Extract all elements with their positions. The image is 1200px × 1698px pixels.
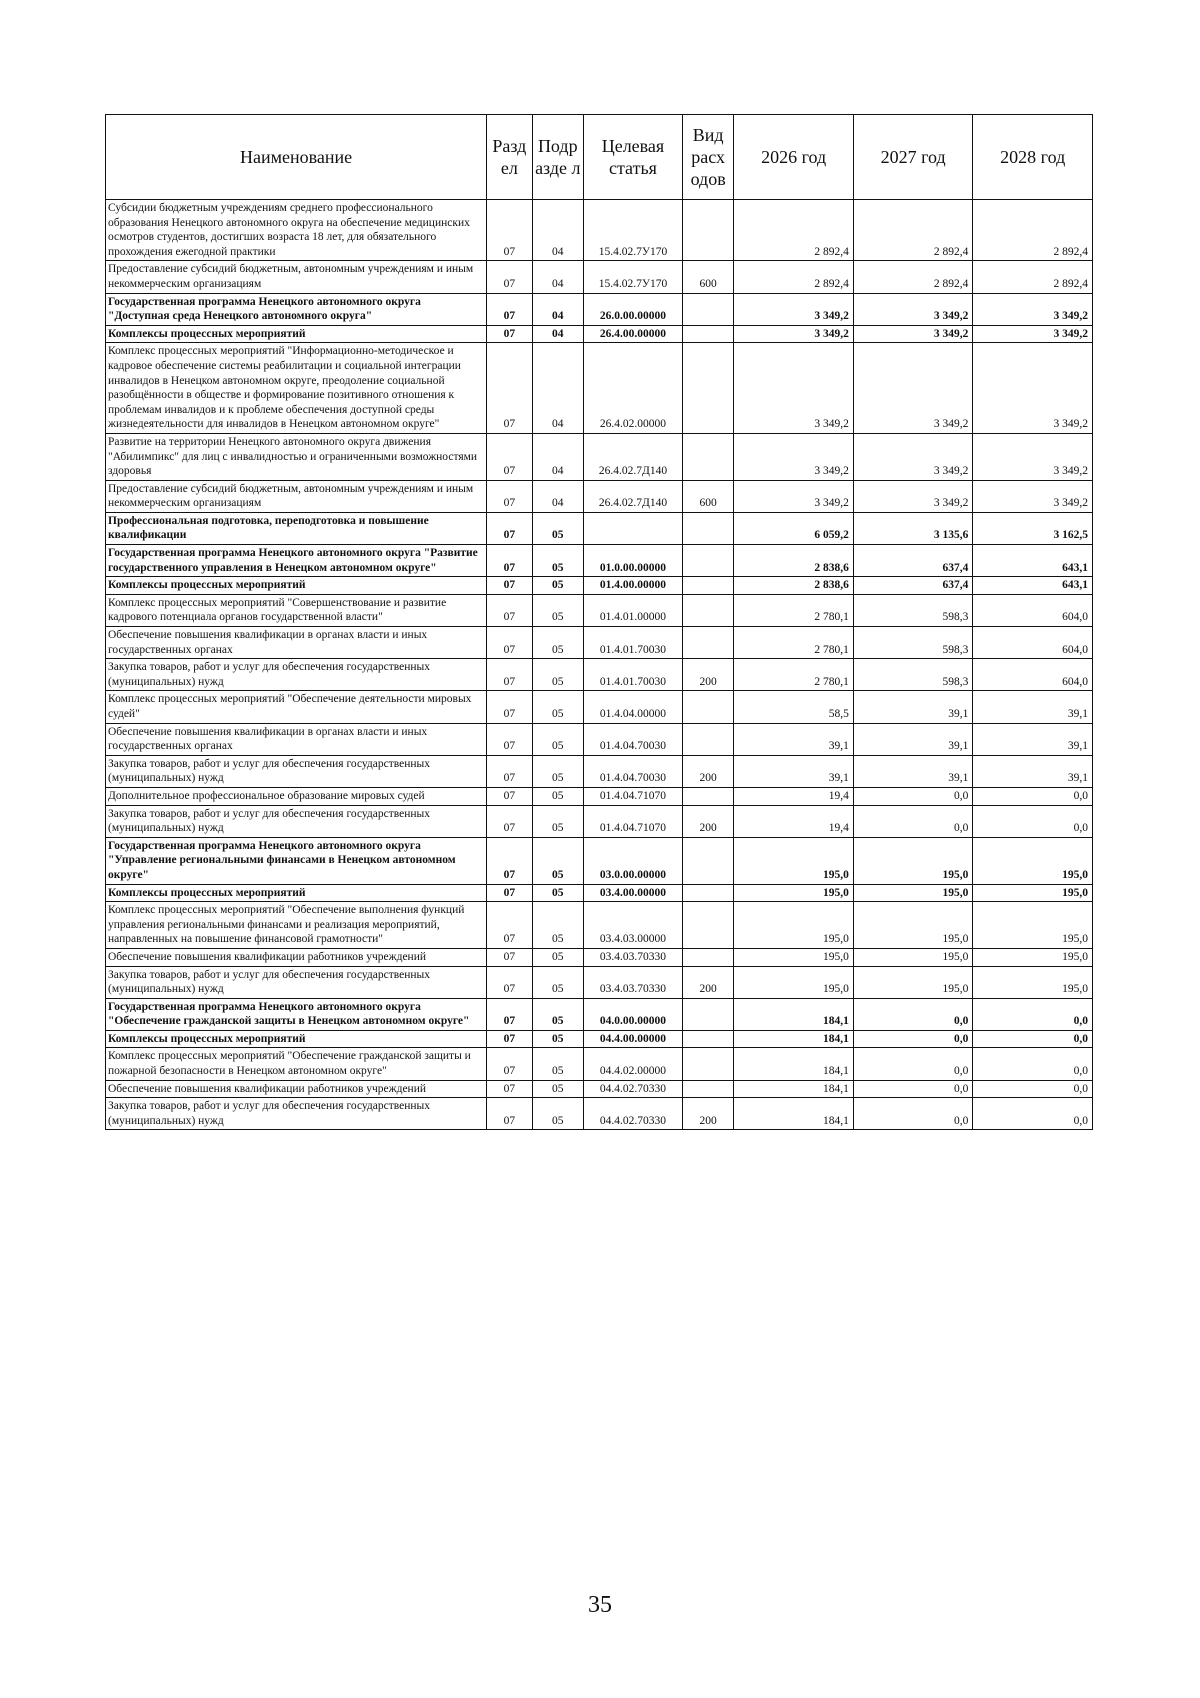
cell-name: Комплексы процессных мероприятий	[106, 884, 487, 902]
cell-subsection: 04	[532, 325, 584, 343]
table-row	[106, 884, 1093, 902]
cell-section: 07	[487, 325, 532, 343]
cell-section: 07	[487, 805, 532, 837]
cell-2027: 3 349,2	[853, 480, 973, 512]
cell-2027: 637,4	[853, 545, 973, 577]
cell-target	[584, 512, 683, 544]
cell-section: 07	[487, 1098, 532, 1130]
cell-subsection: 04	[532, 200, 584, 261]
cell-2027: 0,0	[853, 805, 973, 837]
cell-2028: 3 349,2	[973, 325, 1093, 343]
cell-target: 04.4.00.00000	[584, 1030, 683, 1048]
cell-name: Обеспечение повышения квалификации в органах власти и иных государственных органах	[106, 723, 487, 755]
cell-subsection: 05	[532, 884, 584, 902]
cell-expense-type	[682, 594, 734, 626]
cell-2027: 195,0	[853, 837, 973, 884]
cell-2028: 195,0	[973, 884, 1093, 902]
table-body	[106, 200, 1093, 1130]
cell-section: 07	[487, 293, 532, 325]
page-number: 35	[588, 1592, 612, 1618]
cell-expense-type: 600	[682, 261, 734, 293]
cell-expense-type: 200	[682, 966, 734, 998]
cell-target: 26.4.02.7Д140	[584, 433, 683, 480]
cell-2027: 3 135,6	[853, 512, 973, 544]
cell-2027: 3 349,2	[853, 325, 973, 343]
cell-target: 26.4.00.00000	[584, 325, 683, 343]
table-row	[106, 261, 1093, 293]
header-2027: 2027 год	[853, 115, 973, 200]
cell-name: Закупка товаров, работ и услуг для обеспечения государственных (муниципальных) нужд	[106, 659, 487, 691]
cell-2028: 39,1	[973, 691, 1093, 723]
cell-subsection: 05	[532, 1080, 584, 1098]
cell-subsection: 05	[532, 998, 584, 1030]
cell-2028: 3 349,2	[973, 433, 1093, 480]
cell-2028: 0,0	[973, 787, 1093, 805]
cell-2028: 2 892,4	[973, 200, 1093, 261]
cell-target: 15.4.02.7У170	[584, 261, 683, 293]
cell-2028: 643,1	[973, 545, 1093, 577]
cell-2026: 2 780,1	[734, 627, 854, 659]
cell-target: 04.4.02.70330	[584, 1098, 683, 1130]
cell-section: 07	[487, 343, 532, 434]
cell-subsection: 04	[532, 261, 584, 293]
cell-2026: 3 349,2	[734, 480, 854, 512]
cell-section: 07	[487, 1030, 532, 1048]
cell-2028: 0,0	[973, 805, 1093, 837]
cell-2027: 195,0	[853, 948, 973, 966]
cell-subsection: 05	[532, 805, 584, 837]
cell-2028: 604,0	[973, 659, 1093, 691]
cell-target: 26.0.00.00000	[584, 293, 683, 325]
cell-expense-type	[682, 691, 734, 723]
cell-expense-type	[682, 948, 734, 966]
cell-2026: 39,1	[734, 723, 854, 755]
cell-2027: 2 892,4	[853, 200, 973, 261]
cell-name: Закупка товаров, работ и услуг для обеспечения государственных (муниципальных) нужд	[106, 966, 487, 998]
cell-subsection: 05	[532, 755, 584, 787]
cell-2028: 0,0	[973, 998, 1093, 1030]
cell-2027: 39,1	[853, 723, 973, 755]
cell-target: 03.4.03.00000	[584, 902, 683, 949]
budget-table	[105, 114, 1093, 1130]
table-row	[106, 902, 1093, 949]
cell-expense-type: 600	[682, 480, 734, 512]
cell-target: 04.0.00.00000	[584, 998, 683, 1030]
cell-subsection: 05	[532, 902, 584, 949]
cell-expense-type	[682, 1080, 734, 1098]
cell-section: 07	[487, 966, 532, 998]
table-row	[106, 948, 1093, 966]
cell-subsection: 05	[532, 948, 584, 966]
cell-expense-type	[682, 884, 734, 902]
cell-target: 01.4.04.70030	[584, 755, 683, 787]
cell-subsection: 04	[532, 343, 584, 434]
table-row	[106, 1080, 1093, 1098]
table-row	[106, 433, 1093, 480]
cell-expense-type: 200	[682, 755, 734, 787]
table-row	[106, 998, 1093, 1030]
table-row	[106, 1098, 1093, 1130]
cell-2026: 2 838,6	[734, 577, 854, 595]
cell-subsection: 05	[532, 545, 584, 577]
cell-subsection: 05	[532, 837, 584, 884]
cell-2028: 195,0	[973, 902, 1093, 949]
cell-name: Комплекс процессных мероприятий "Обеспечение выполнения функций управления региональными финансами и реализация мероприятий, направленных на повышение финансовой грамотности"	[106, 902, 487, 949]
cell-name: Комплексы процессных мероприятий	[106, 1030, 487, 1048]
cell-subsection: 05	[532, 691, 584, 723]
cell-name: Обеспечение повышения квалификации в органах власти и иных государственных органах	[106, 627, 487, 659]
cell-2027: 598,3	[853, 659, 973, 691]
cell-subsection: 05	[532, 627, 584, 659]
cell-subsection: 05	[532, 1048, 584, 1080]
cell-section: 07	[487, 691, 532, 723]
cell-target: 26.4.02.00000	[584, 343, 683, 434]
table-row	[106, 200, 1093, 261]
cell-2026: 3 349,2	[734, 343, 854, 434]
cell-2026: 2 892,4	[734, 261, 854, 293]
table-row	[106, 325, 1093, 343]
cell-expense-type	[682, 293, 734, 325]
cell-2027: 3 349,2	[853, 433, 973, 480]
cell-2027: 0,0	[853, 1048, 973, 1080]
cell-2026: 195,0	[734, 837, 854, 884]
table-row	[106, 787, 1093, 805]
cell-2026: 3 349,2	[734, 433, 854, 480]
cell-2026: 184,1	[734, 1048, 854, 1080]
cell-2027: 0,0	[853, 1098, 973, 1130]
cell-2028: 3 349,2	[973, 293, 1093, 325]
cell-2026: 184,1	[734, 998, 854, 1030]
table-row	[106, 755, 1093, 787]
cell-target: 01.4.04.71070	[584, 787, 683, 805]
cell-2026: 39,1	[734, 755, 854, 787]
cell-name: Обеспечение повышения квалификации работников учреждений	[106, 1080, 487, 1098]
cell-section: 07	[487, 787, 532, 805]
cell-section: 07	[487, 1048, 532, 1080]
cell-section: 07	[487, 200, 532, 261]
cell-name: Закупка товаров, работ и услуг для обеспечения государственных (муниципальных) нужд	[106, 805, 487, 837]
cell-target: 01.4.01.70030	[584, 659, 683, 691]
cell-2028: 39,1	[973, 755, 1093, 787]
cell-2026: 184,1	[734, 1080, 854, 1098]
cell-2028: 39,1	[973, 723, 1093, 755]
cell-name: Комплексы процессных мероприятий	[106, 577, 487, 595]
cell-name: Профессиональная подготовка, переподготовка и повышение квалификации	[106, 512, 487, 544]
cell-section: 07	[487, 902, 532, 949]
cell-section: 07	[487, 594, 532, 626]
cell-name: Комплексы процессных мероприятий	[106, 325, 487, 343]
cell-section: 07	[487, 884, 532, 902]
header-section: Разд ел	[487, 115, 532, 200]
cell-section: 07	[487, 627, 532, 659]
cell-subsection: 04	[532, 433, 584, 480]
cell-expense-type	[682, 723, 734, 755]
cell-target: 01.4.04.71070	[584, 805, 683, 837]
cell-2028: 604,0	[973, 627, 1093, 659]
cell-name: Государственная программа Ненецкого автономного округа "Развитие государственного управления в Ненецком автономном округе"	[106, 545, 487, 577]
header-2028: 2028 год	[973, 115, 1093, 200]
cell-2028: 604,0	[973, 594, 1093, 626]
cell-2026: 6 059,2	[734, 512, 854, 544]
cell-subsection: 05	[532, 659, 584, 691]
cell-target: 01.0.00.00000	[584, 545, 683, 577]
cell-target: 01.4.04.70030	[584, 723, 683, 755]
cell-expense-type	[682, 627, 734, 659]
cell-name: Развитие на территории Ненецкого автономного округа движения "Абилимпикс" для лиц с инвалидностью и ограниченными возможностями здоровья	[106, 433, 487, 480]
cell-2027: 39,1	[853, 691, 973, 723]
cell-name: Предоставление субсидий бюджетным, автономным учреждениям и иным некоммерческим организациям	[106, 261, 487, 293]
table-row	[106, 691, 1093, 723]
table-header	[106, 115, 1093, 200]
table-row	[106, 577, 1093, 595]
cell-expense-type	[682, 512, 734, 544]
cell-expense-type	[682, 998, 734, 1030]
cell-name: Комплекс процессных мероприятий "Обеспечение гражданской защиты и пожарной безопасности в Ненецком автономном округе"	[106, 1048, 487, 1080]
header-subsection: Подр азде л	[532, 115, 584, 200]
cell-target: 01.4.01.70030	[584, 627, 683, 659]
cell-2028: 2 892,4	[973, 261, 1093, 293]
cell-name: Предоставление субсидий бюджетным, автономным учреждениям и иным некоммерческим организациям	[106, 480, 487, 512]
cell-target: 03.4.03.70330	[584, 966, 683, 998]
cell-section: 07	[487, 261, 532, 293]
cell-name: Комплекс процессных мероприятий "Обеспечение деятельности мировых судей"	[106, 691, 487, 723]
cell-2026: 19,4	[734, 805, 854, 837]
header-2026: 2026 год	[734, 115, 854, 200]
cell-2026: 2 780,1	[734, 594, 854, 626]
cell-target: 03.0.00.00000	[584, 837, 683, 884]
cell-2027: 0,0	[853, 998, 973, 1030]
cell-name: Дополнительное профессиональное образование мировых судей	[106, 787, 487, 805]
table-row	[106, 659, 1093, 691]
cell-target: 03.4.00.00000	[584, 884, 683, 902]
table-row	[106, 837, 1093, 884]
cell-2026: 195,0	[734, 902, 854, 949]
cell-section: 07	[487, 480, 532, 512]
cell-section: 07	[487, 545, 532, 577]
cell-name: Комплекс процессных мероприятий "Совершенствование и развитие кадрового потенциала органов государственной власти"	[106, 594, 487, 626]
cell-2026: 2 892,4	[734, 200, 854, 261]
cell-2026: 195,0	[734, 884, 854, 902]
cell-expense-type	[682, 325, 734, 343]
cell-2027: 39,1	[853, 755, 973, 787]
cell-expense-type	[682, 577, 734, 595]
table-row	[106, 805, 1093, 837]
cell-2028: 195,0	[973, 837, 1093, 884]
cell-2027: 598,3	[853, 594, 973, 626]
cell-2027: 598,3	[853, 627, 973, 659]
cell-name: Субсидии бюджетным учреждениям среднего профессионального образования Ненецкого автономного округа на обеспечение медицинских осмотров студентов, достигших возраста 18 лет, для обязательного прохождения ежегодной практики	[106, 200, 487, 261]
cell-expense-type	[682, 545, 734, 577]
cell-2027: 195,0	[853, 966, 973, 998]
cell-name: Государственная программа Ненецкого автономного округа "Управление региональными финансами в Ненецком автономном округе"	[106, 837, 487, 884]
table-row	[106, 512, 1093, 544]
cell-2026: 3 349,2	[734, 293, 854, 325]
cell-2026: 2 780,1	[734, 659, 854, 691]
table-row	[106, 723, 1093, 755]
cell-section: 07	[487, 659, 532, 691]
cell-subsection: 05	[532, 723, 584, 755]
cell-expense-type	[682, 433, 734, 480]
cell-section: 07	[487, 837, 532, 884]
cell-expense-type	[682, 902, 734, 949]
cell-2027: 0,0	[853, 787, 973, 805]
cell-2028: 3 349,2	[973, 343, 1093, 434]
cell-2028: 195,0	[973, 948, 1093, 966]
table-row	[106, 480, 1093, 512]
cell-2028: 3 349,2	[973, 480, 1093, 512]
cell-name: Государственная программа Ненецкого автономного округа "Доступная среда Ненецкого автономного округа"	[106, 293, 487, 325]
header-row	[106, 115, 1093, 200]
cell-2027: 637,4	[853, 577, 973, 595]
cell-2028: 0,0	[973, 1080, 1093, 1098]
cell-2026: 19,4	[734, 787, 854, 805]
cell-section: 07	[487, 723, 532, 755]
cell-name: Комплекс процессных мероприятий "Информационно-методическое и кадровое обеспечение системы реабилитации и социальной интеграции инвалидов в Ненецком автономном округе, преодоление социальной разобщённости в обществе и формирование позитивного отношения к проблемам инвалидов и к проблеме обеспечения доступной среды жизнедеятельности для инвалидов в Ненецком автономном округе"	[106, 343, 487, 434]
cell-2027: 195,0	[853, 902, 973, 949]
cell-2028: 643,1	[973, 577, 1093, 595]
cell-2026: 184,1	[734, 1030, 854, 1048]
cell-section: 07	[487, 512, 532, 544]
header-target: Целевая статья	[584, 115, 683, 200]
cell-expense-type: 200	[682, 805, 734, 837]
cell-name: Обеспечение повышения квалификации работников учреждений	[106, 948, 487, 966]
cell-target: 01.4.04.00000	[584, 691, 683, 723]
cell-2027: 195,0	[853, 884, 973, 902]
cell-expense-type	[682, 343, 734, 434]
cell-name: Закупка товаров, работ и услуг для обеспечения государственных (муниципальных) нужд	[106, 755, 487, 787]
cell-expense-type	[682, 1048, 734, 1080]
table-row	[106, 545, 1093, 577]
cell-subsection: 05	[532, 577, 584, 595]
cell-section: 07	[487, 1080, 532, 1098]
table-row	[106, 966, 1093, 998]
cell-expense-type: 200	[682, 659, 734, 691]
table-row	[106, 293, 1093, 325]
cell-section: 07	[487, 755, 532, 787]
cell-expense-type	[682, 1030, 734, 1048]
table-row	[106, 343, 1093, 434]
cell-subsection: 05	[532, 787, 584, 805]
cell-section: 07	[487, 998, 532, 1030]
cell-subsection: 04	[532, 293, 584, 325]
table-row	[106, 627, 1093, 659]
cell-2028: 0,0	[973, 1030, 1093, 1048]
cell-2028: 3 162,5	[973, 512, 1093, 544]
cell-2027: 0,0	[853, 1030, 973, 1048]
table-row	[106, 1048, 1093, 1080]
cell-target: 03.4.03.70330	[584, 948, 683, 966]
cell-2026: 195,0	[734, 948, 854, 966]
cell-2026: 2 838,6	[734, 545, 854, 577]
cell-2027: 0,0	[853, 1080, 973, 1098]
cell-expense-type	[682, 787, 734, 805]
cell-2028: 0,0	[973, 1048, 1093, 1080]
cell-2027: 3 349,2	[853, 293, 973, 325]
cell-2026: 184,1	[734, 1098, 854, 1130]
cell-subsection: 05	[532, 594, 584, 626]
cell-name: Закупка товаров, работ и услуг для обеспечения государственных (муниципальных) нужд	[106, 1098, 487, 1130]
cell-target: 04.4.02.70330	[584, 1080, 683, 1098]
header-expense-type: Вид расх одов	[682, 115, 734, 200]
cell-2026: 195,0	[734, 966, 854, 998]
cell-2028: 0,0	[973, 1098, 1093, 1130]
cell-2026: 58,5	[734, 691, 854, 723]
cell-2027: 3 349,2	[853, 343, 973, 434]
cell-name: Государственная программа Ненецкого автономного округа "Обеспечение гражданской защиты в Ненецком автономном округе"	[106, 998, 487, 1030]
cell-expense-type	[682, 200, 734, 261]
table-row	[106, 1030, 1093, 1048]
cell-subsection: 04	[532, 480, 584, 512]
header-name: Наименование	[106, 115, 487, 200]
cell-expense-type: 200	[682, 1098, 734, 1130]
cell-target: 26.4.02.7Д140	[584, 480, 683, 512]
cell-target: 15.4.02.7У170	[584, 200, 683, 261]
cell-expense-type	[682, 837, 734, 884]
cell-section: 07	[487, 577, 532, 595]
cell-section: 07	[487, 433, 532, 480]
cell-target: 01.4.01.00000	[584, 594, 683, 626]
table-row	[106, 594, 1093, 626]
cell-target: 04.4.02.00000	[584, 1048, 683, 1080]
cell-subsection: 05	[532, 1098, 584, 1130]
cell-target: 01.4.00.00000	[584, 577, 683, 595]
cell-2026: 3 349,2	[734, 325, 854, 343]
cell-section: 07	[487, 948, 532, 966]
cell-subsection: 05	[532, 966, 584, 998]
cell-2028: 195,0	[973, 966, 1093, 998]
cell-subsection: 05	[532, 512, 584, 544]
cell-2027: 2 892,4	[853, 261, 973, 293]
cell-subsection: 05	[532, 1030, 584, 1048]
